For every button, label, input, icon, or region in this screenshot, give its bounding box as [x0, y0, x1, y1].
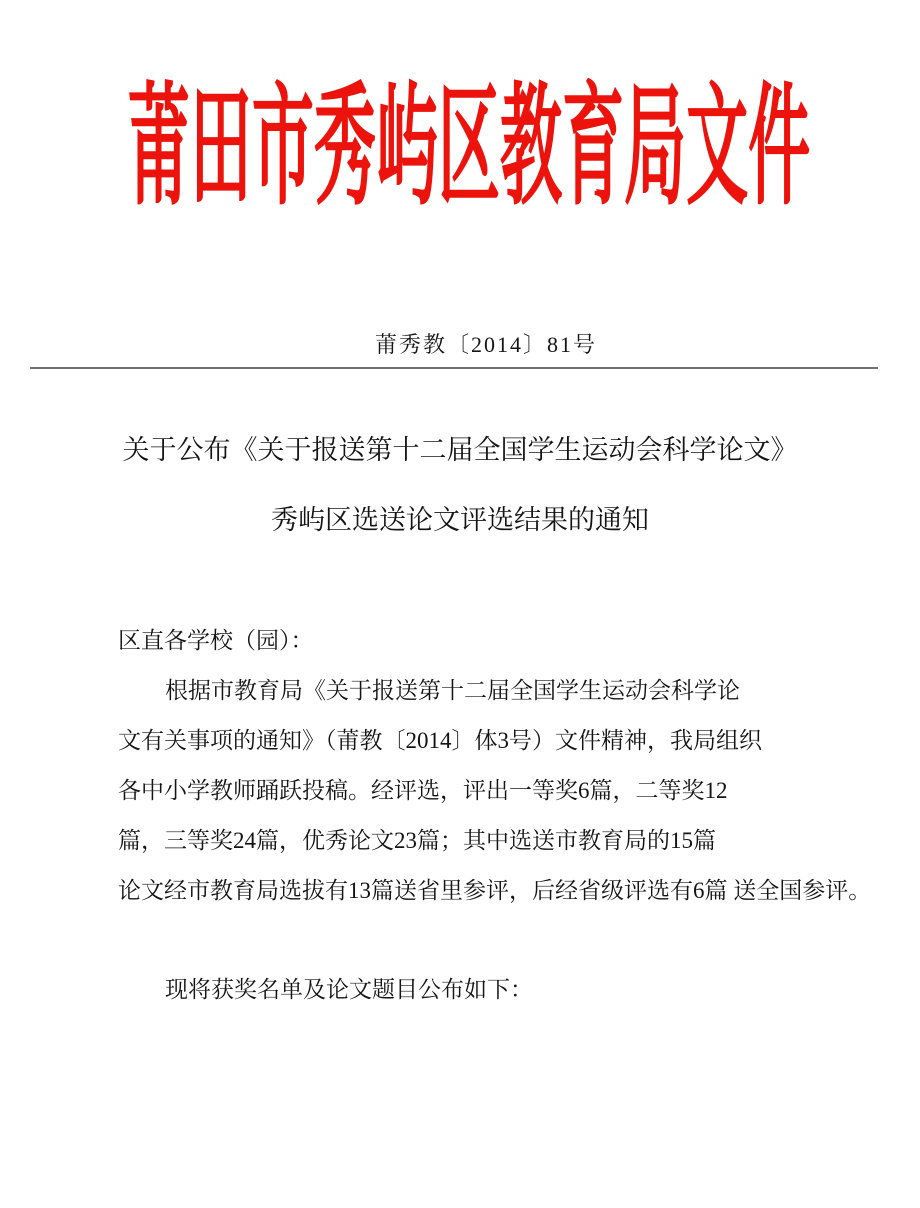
- body-line: 文有关事项的通知》（莆教〔2014〕体3号）文件精神，我局组织: [118, 728, 762, 753]
- body-text: [118, 616, 898, 916]
- body-line: 根据市教育局《关于报送第十二届全国学生运动会科学论: [165, 678, 740, 703]
- header-divider-line: [30, 367, 878, 369]
- closing-announcement-line: 现将获奖名单及论文题目公布如下：: [165, 977, 533, 1002]
- salutation-line: 区直各学校（园）：: [118, 628, 314, 653]
- body-line: 篇，三等奖24篇，优秀论文23篇；其中选送市教育局的15篇: [118, 828, 716, 853]
- agency-letterhead-title: 莆田市秀屿区教育局文件: [127, 74, 811, 221]
- document-title-line-2: 秀屿区选送论文评选结果的通知: [271, 505, 649, 535]
- body-line: 各中小学教师踊跃投稿。经评选，评出一等奖6篇，二等奖12: [118, 778, 728, 803]
- document-title-line-1: 关于公布《关于报送第十二届全国学生运动会科学论文》: [122, 435, 798, 465]
- body-line: 论文经市教育局选拔有13篇送省里参评，后经省级评选有6篇 送全国参评。: [118, 878, 872, 903]
- document-reference-number: 莆秀教〔2014〕81号: [374, 332, 597, 357]
